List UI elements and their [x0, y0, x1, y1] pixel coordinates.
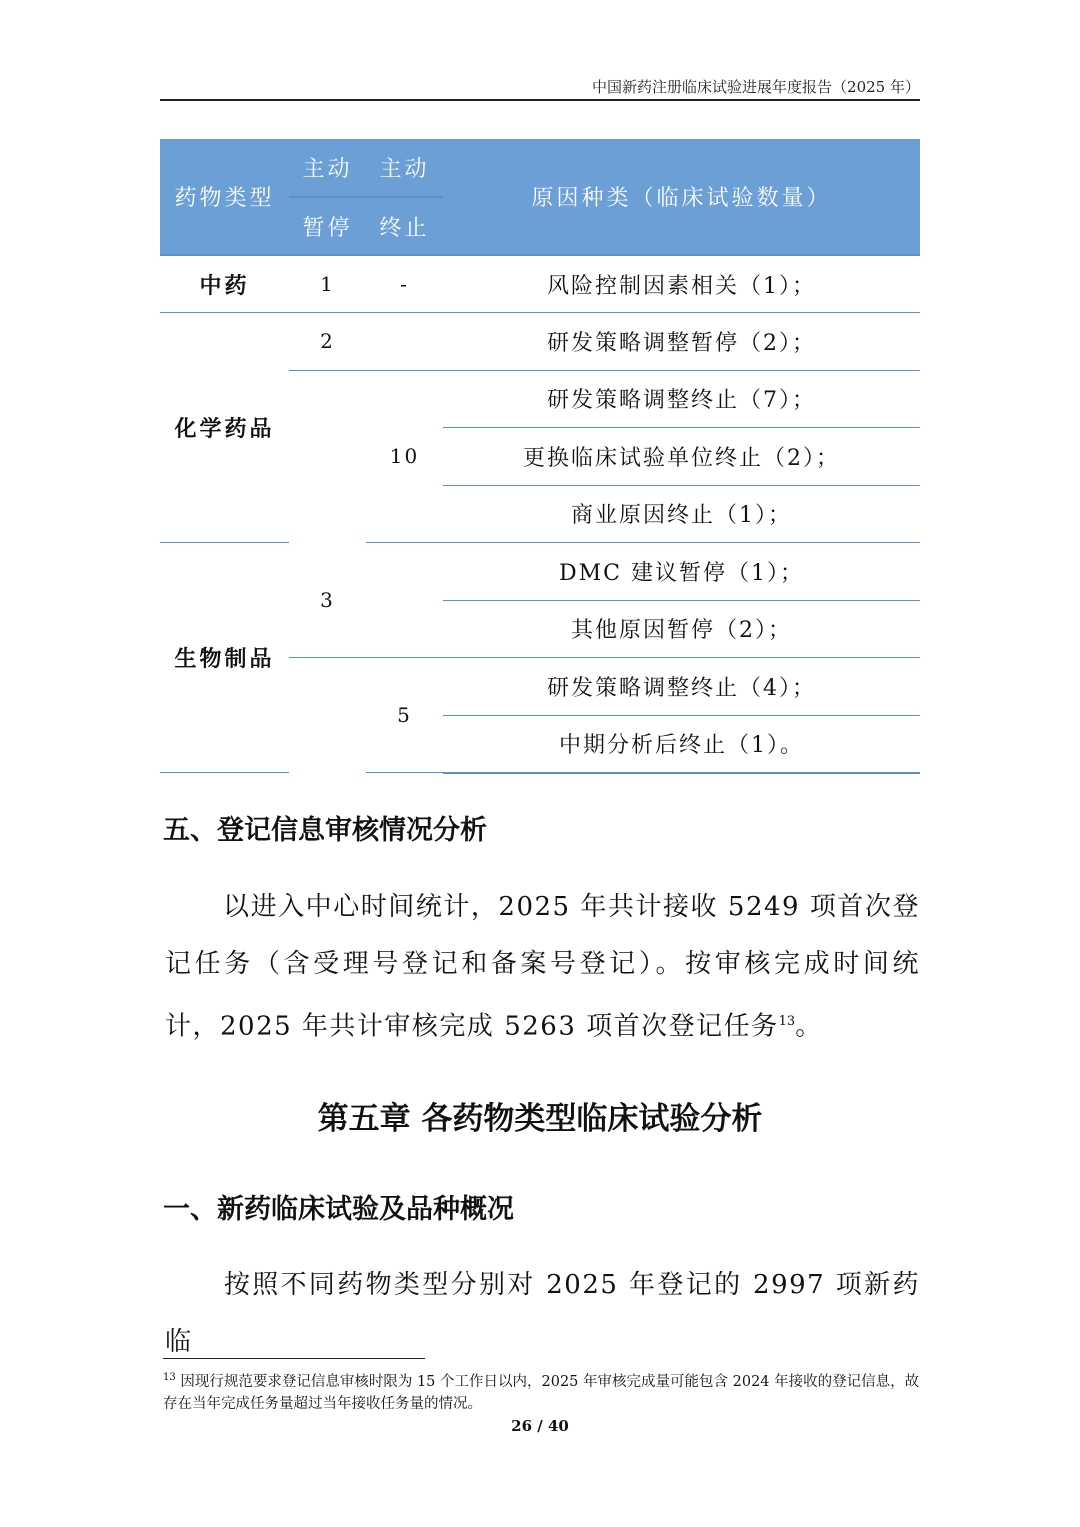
pause-count: 2 — [320, 329, 335, 354]
footnote-ref: 13 — [778, 1014, 796, 1029]
stop-count: 5 — [366, 658, 443, 773]
reason-cell: 中期分析后终止（1）。 — [443, 715, 920, 773]
body-paragraph — [165, 879, 920, 1056]
pause-count: 1 — [289, 255, 366, 313]
col-header-type: 药物类型 — [160, 139, 289, 255]
reason-cell: 商业原因终止（1）； — [443, 485, 920, 543]
section-heading: 一、新药临床试验及品种概况 — [163, 1194, 514, 1225]
paragraph-text: 以进入中心时间统计，2025 年共计接收 5249 项首次登记任务（含受理号登记和备案号登记）。按审核完成时间统计，2025 年共计审核完成 5263 项首次登记任务 — [165, 892, 920, 1042]
reason-cell: DMC 建议暂停（1）； — [443, 543, 920, 601]
col-header-pause-2: 暂停 — [289, 197, 366, 255]
reason-cell: 研发策略调整终止（4）； — [443, 658, 920, 716]
reason-cell: 研发策略调整终止（7）； — [443, 370, 920, 428]
reason-cell: 风险控制因素相关（1）； — [443, 255, 920, 313]
reason-cell: 研发策略调整暂停（2）； — [443, 313, 920, 371]
drug-type-chem: 化学药品 — [160, 313, 289, 543]
footnote — [163, 1367, 920, 1415]
reason-cell: 更换临床试验单位终止（2）； — [443, 428, 920, 486]
pause-count: 3 — [289, 543, 366, 658]
header-rule — [160, 99, 920, 101]
drug-type-tcm: 中药 — [160, 255, 289, 313]
section-heading: 五、登记信息审核情况分析 — [163, 815, 487, 846]
stop-count: - — [366, 255, 443, 313]
termination-reasons-table — [160, 139, 920, 774]
body-paragraph — [165, 1257, 920, 1371]
col-header-stop-2: 终止 — [366, 197, 443, 255]
table-row — [160, 313, 920, 371]
reason-cell: 其他原因暂停（2）； — [443, 600, 920, 658]
table-row — [160, 255, 920, 313]
footnote-marker: 13 — [163, 1372, 176, 1383]
footnote-text: 因现行规范要求登记信息审核时限为 15 个工作日以内，2025 年审核完成量可能包含 2024 年接收的登记信息，故存在当年完成任务量超过当年接收任务量的情况。 — [163, 1373, 920, 1412]
paragraph-end: 。 — [795, 1011, 823, 1042]
chapter-title: 第五章 各药物类型临床试验分析 — [317, 1101, 763, 1137]
running-header: 中国新药注册临床试验进展年度报告（2025 年） — [592, 78, 920, 96]
col-header-pause-1: 主动 — [289, 139, 366, 197]
col-header-stop-1: 主动 — [366, 139, 443, 197]
paragraph-text: 按照不同药物类型分别对 2025 年登记的 2997 项新药临 — [165, 1270, 920, 1357]
drug-type-bio: 生物制品 — [160, 543, 289, 773]
stop-count: 10 — [366, 370, 443, 543]
col-header-reason: 原因种类（临床试验数量） — [443, 139, 920, 255]
table-row — [160, 543, 920, 601]
page-number: 26 / 40 — [511, 1417, 569, 1435]
footnote-rule — [163, 1358, 425, 1359]
